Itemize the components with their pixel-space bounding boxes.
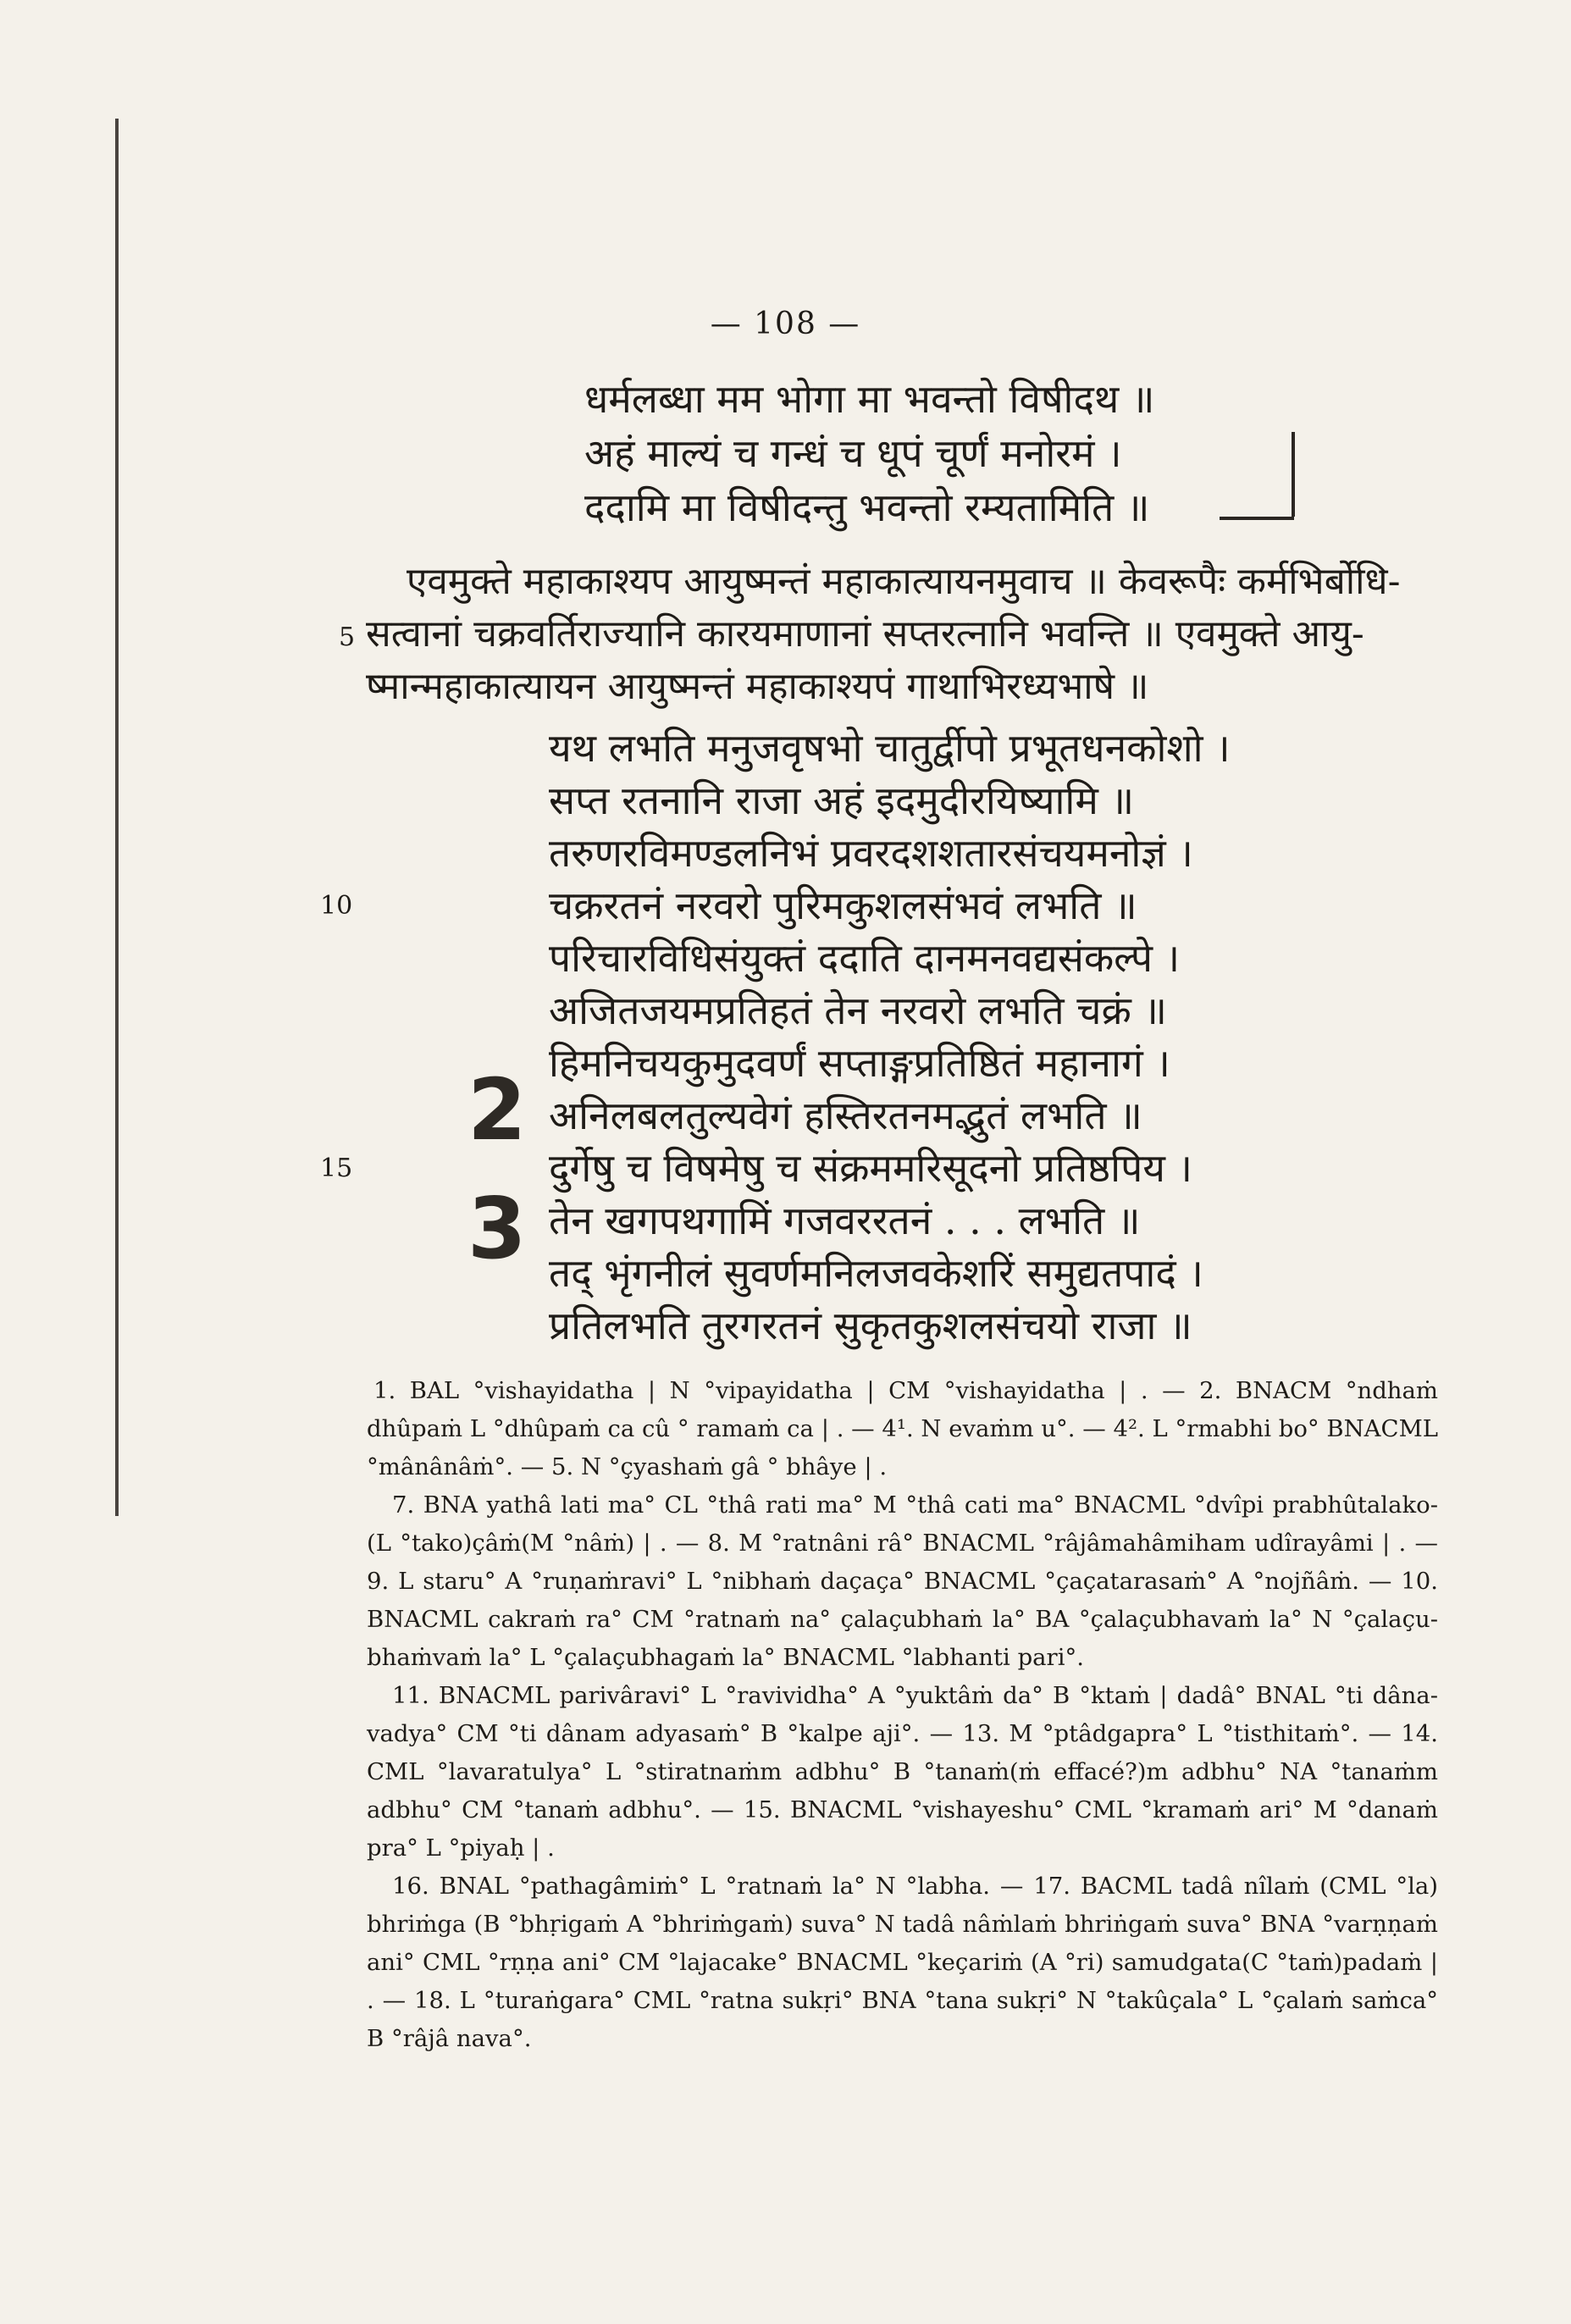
verse-top-2: अहं माल्यं च गन्धं च धूपं चूर्णं मनोरमं । — [584, 430, 1122, 476]
critical-apparatus — [367, 1372, 1438, 2058]
note-paragraph-2: 7. BNA yathâ lati ma° CL °thâ rati ma° M °thâ cati ma° BNACML °dvîpi prabhûtalako-(L °tako)çâṁ(M °nâṁ) | . — 8. M °ratnâni râ° BNACML °râjâmahâmiham udîrayâmi | . — 9. L staru° A °ruṇaṁravi° L °nibhaṁ daçaça° BNACML °çaçatarasaṁ° A °nojñâṁ. — 10. BNACML cakraṁ ra° CM °ratnaṁ na° çalaçubhaṁ la° BA °çalaçubhavaṁ la° N °çalaçu-bhaṁvaṁ la° L °çalaçubhagaṁ la° BNACML °labhanti pari°. — [367, 1491, 1438, 1671]
verse-main-7: हिमनिचयकुमुदवर्णं सप्ताङ्गप्रतिष्ठितं महानागं । — [549, 1040, 1170, 1086]
verse-top-3: ददामि मा विषीदन्तु भवन्तो रम्यतामिति ॥ — [584, 484, 1150, 530]
verse-main-6: अजितजयमप्रतिहतं तेन नरवरो लभति चक्रं ॥ — [549, 988, 1167, 1033]
verse-main-1: यथ लभति मनुजवृषभो चातुर्द्वीपो प्रभूतधनकोशो । — [549, 725, 1231, 771]
verse-main-8: अनिलबलतुल्यवेगं हस्तिरतनमद्भुतं लभति ॥ — [549, 1093, 1142, 1138]
margin-bracket-vertical — [1292, 432, 1295, 517]
prose-line-1: एवमुक्ते महाकाश्यप आयुष्मन्तं महाकात्यायनमुवाच ॥ केवरूपैः कर्मभिर्बोधि- — [407, 560, 1401, 603]
note-paragraph-4: 16. BNAL °pathagâmiṁ° L °ratnaṁ la° N °labha. — 17. BACML tadâ nîlaṁ (CML °la) bhriṁga (B °bhṛigaṁ A °bhriṁgaṁ) suva° N tadâ nâṁlaṁ bhriṅgaṁ suva° BNA °varṇṇaṁ ani° CML °rṇṇa ani° CM °lajacake° BNACML °keçariṁ (A °ri) samudgata(C °taṁ)padaṁ | . — 18. L °turaṅgara° CML °ratna sukṛi° BNA °tana sukṛi° N °takûçala° L °çalaṁ saṁca° B °râjâ nava°. — [367, 1873, 1438, 2052]
line-number-15: 15 — [320, 1154, 353, 1183]
verse-main-11: तद् भृंगनीलं सुवर्णमनिलजवकेशरिं समुद्यतपादं । — [549, 1250, 1203, 1296]
verse-main-10: तेन खगपथगामिं गजवररतनं . . . लभति ॥ — [549, 1198, 1141, 1243]
note-paragraph-3: 11. BNACML parivâravi° L °ravividha° A °yuktâṁ da° B °ktaṁ | dadâ° BNAL °ti dâna-vadya° CM °ti dânam adyasaṁ° B °kalpe aji°. — 13. M °ptâdgapra° L °tisthitaṁ°. — 14. CML °lavaratulya° L °stiratnaṁm adbhu° B °tanaṁ(ṁ effacé?)m adbhu° NA °tanaṁm adbhu° CM °tanaṁ adbhu°. — 15. BNACML °vishayeshu° CML °kramaṁ ari° M °danaṁ pra° L °piyaḥ | . — [367, 1682, 1438, 1862]
verse-main-3: तरुणरविमण्डलनिभं प्रवरदशशतारसंचयमनोज्ञं । — [549, 830, 1193, 876]
handwritten-numeral-3: 3 — [467, 1179, 527, 1278]
verse-main-12: प्रतिलभति तुरगरतनं सुकृतकुशलसंचयो राजा ॥ — [549, 1303, 1192, 1348]
verse-top-1: धर्मलब्धा मम भोगा मा भवन्तो विषीदथ ॥ — [584, 376, 1155, 422]
margin-bracket-horizontal — [1220, 517, 1294, 520]
page-number: — 108 — — [710, 307, 861, 341]
handwritten-numeral-2: 2 — [467, 1060, 527, 1159]
verse-main-9: दुर्गेषु च विषमेषु च संक्रममरिसूदनो प्रतिष्ठपिय । — [549, 1145, 1192, 1191]
prose-line-3: ष्मान्महाकात्यायन आयुष्मन्तं महाकाश्यपं गाथाभिरध्यभाषे ॥ — [366, 665, 1149, 708]
prose-line-2: सत्वानां चक्रवर्तिराज्यानि कारयमाणानां सप्तरत्नानि भवन्ति ॥ एवमुक्ते आयु- — [366, 612, 1364, 656]
verse-main-4: चक्ररतनं नरवरो पुरिमकुशलसंभवं लभति ॥ — [549, 883, 1137, 928]
line-number-5: 5 — [339, 622, 356, 652]
verse-main-2: सप्त रतनानि राजा अहं इदमुदीरयिष्यामि ॥ — [549, 777, 1135, 823]
line-number-10: 10 — [320, 891, 353, 921]
note-paragraph-1: 1. BAL °vishayidatha | N °vipayidatha | CM °vishayidatha | . — 2. BNACM °ndhaṁ dhûpaṁ L °dhûpaṁ ca cû ° ramaṁ ca | . — 4¹. N evaṁm u°. — 4². L °rmabhi bo° BNACML °mânânâṁ°. — 5. N °çyashaṁ gâ ° bhâye | . — [367, 1377, 1438, 1480]
verse-main-5: परिचारविधिसंयुक्तं ददाति दानमनवद्यसंकल्पे । — [549, 935, 1181, 981]
